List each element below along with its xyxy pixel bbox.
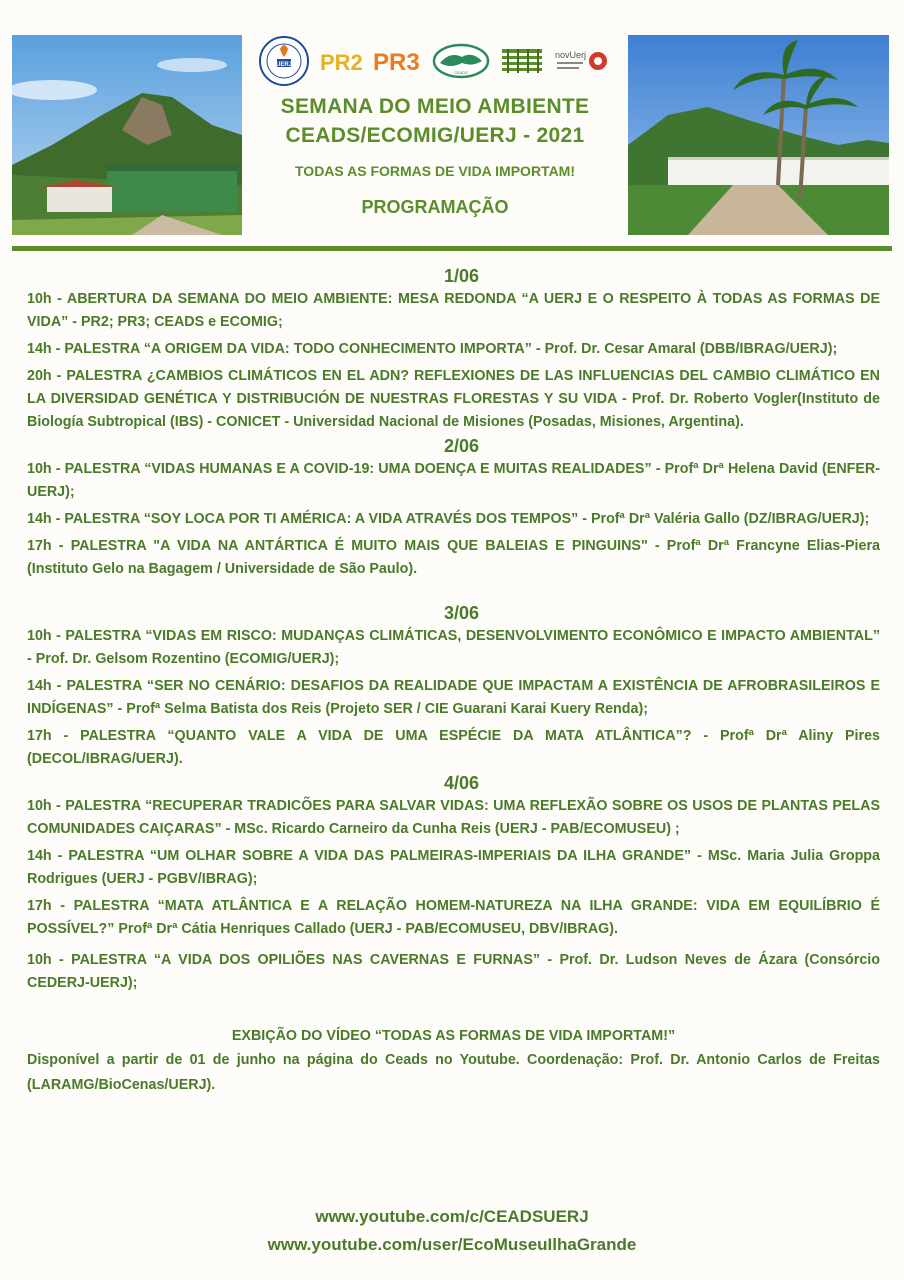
schedule-item: 10h - PALESTRA “RECUPERAR TRADICÕES PARA SALVAR VIDAS: UMA REFLEXÃO SOBRE OS USOS DE PLANTAS PELAS COMUNIDADES CAIÇARAS” - MSc. Ricardo Carneiro da Cunha Reis (UERJ - PAB/ECOMUSEU) ; <box>27 798 880 837</box>
program-content <box>27 264 880 1098</box>
novuerj-logo <box>554 45 610 77</box>
pr2-logo-text: PR2 <box>320 50 363 75</box>
section-heading: PROGRAMAÇÃO <box>361 197 509 217</box>
ecomuseu-youtube-link[interactable]: www.youtube.com/user/EcoMuseuIlhaGrande <box>267 1235 637 1254</box>
title-block <box>250 92 620 218</box>
day-heading: 4/06 <box>443 773 480 793</box>
uerj-logo-text: UERJ <box>275 62 293 68</box>
ceads-logo-text: CEADS <box>454 70 468 75</box>
schedule-item: 10h - PALESTRA “VIDAS EM RISCO: MUDANÇAS CLIMÁTICAS, DESENVOLVIMENTO ECONÔMICO E IMPACTO AMBIENTAL” - Prof. Dr. Gelsom Rozentino (ECOMIG/UERJ); <box>27 628 880 667</box>
video-title: EXBIÇÃO DO VÍDEO “TODAS AS FORMAS DE VIDA IMPORTAM!” <box>231 1028 676 1044</box>
header-divider <box>12 246 892 251</box>
schedule-item: 14h - PALESTRA “SER NO CENÁRIO: DESAFIOS DA REALIDADE QUE IMPACTAM A EXISTÊNCIA DE AFROBRASILEIROS E INDÍGENAS” - Profª Selma Batista dos Reis (Projeto SER / CIE Guarani Karai Kuery Renda); <box>27 678 880 717</box>
youtube-links <box>0 1203 904 1259</box>
ceads-logo <box>432 41 490 81</box>
schedule-item: 10h - ABERTURA DA SEMANA DO MEIO AMBIENTE: MESA REDONDA “A UERJ E O RESPEITO À TODAS AS FORMAS DE VIDA” - PR2; PR3; CEADS e ECOMIG; <box>27 291 880 330</box>
pr3-logo <box>372 45 424 77</box>
event-title: SEMANA DO MEIO AMBIENTE <box>280 95 590 118</box>
schedule-item: 14h - PALESTRA “SOY LOCA POR TI AMÉRICA: A VIDA ATRAVÉS DOS TEMPOS” - Profª Drª Valéria Gallo (DZ/IBRAG/UERJ); <box>27 511 870 527</box>
schedule-item: 10h - PALESTRA “VIDAS HUMANAS E A COVID-19: UMA DOENÇA E MUITAS REALIDADES” - Profª Drª Helena David (ENFER-UERJ); <box>27 461 880 500</box>
schedule-item: 10h - PALESTRA “A VIDA DOS OPILIÕES NAS CAVERNAS E FURNAS” - Prof. Dr. Ludson Neves de Ázara (Consórcio CEDERJ-UERJ); <box>27 952 880 991</box>
pr2-logo <box>318 46 364 76</box>
partner-logos <box>258 35 610 87</box>
schedule-item: 14h - PALESTRA “UM OLHAR SOBRE A VIDA DAS PALMEIRAS-IMPERIAIS DA ILHA GRANDE” - MSc. Maria Julia Groppa Rodrigues (UERJ - PGBV/IBRAG); <box>27 848 880 887</box>
novuerj-logo-text: novUerj <box>555 50 587 60</box>
schedule-item: 20h - PALESTRA ¿CAMBIOS CLIMÁTICOS EN EL ADN? REFLEXIONES DE LAS INFLUENCIAS DEL CAMBIO CLIMÁTICO EN LA DIVERSIDAD GENÉTICA Y DISTRIBUCIÓN DE NUESTRAS FLORESTAS Y SU VIDA - Prof. Dr. Roberto Vogler(Instituto de Biología Subtropical (IBS) - CONICET - Universidad Nacional de Misiones (Posadas, Misiones, Argentina). <box>27 368 880 430</box>
day-heading: 1/06 <box>443 266 480 286</box>
schedule-item: 14h - PALESTRA “A ORIGEM DA VIDA: TODO CONHECIMENTO IMPORTA” - Prof. Dr. Cesar Amaral (DBB/IBRAG/UERJ); <box>27 341 838 357</box>
uerj-logo <box>258 35 310 87</box>
schedule-item: 17h - PALESTRA “QUANTO VALE A VIDA DE UMA ESPÉCIE DA MATA ATLÂNTICA”? - Profª Drª Aliny Pires (DECOL/IBRAG/UERJ). <box>27 728 880 767</box>
event-slogan: TODAS AS FORMAS DE VIDA IMPORTAM! <box>295 163 575 179</box>
ecomig-logo <box>498 45 546 77</box>
header <box>0 0 904 250</box>
schedule-item: 17h - PALESTRA "A VIDA NA ANTÁRTICA É MUITO MAIS QUE BALEIAS E PINGUINS" - Profª Drª Francyne Elias-Piera (Instituto Gelo na Bagagem / Universidade de São Paulo). <box>27 538 880 577</box>
pr3-logo-text: PR3 <box>373 49 420 76</box>
ceads-youtube-link[interactable]: www.youtube.com/c/CEADSUERJ <box>315 1207 589 1226</box>
event-organizers: CEADS/ECOMIG/UERJ - 2021 <box>285 124 585 147</box>
campus-photo-right <box>628 35 889 235</box>
day-heading: 2/06 <box>443 436 480 456</box>
day-heading: 3/06 <box>443 603 480 623</box>
campus-photo-left <box>12 35 242 235</box>
video-description: Disponível a partir de 01 de junho na página do Ceads no Youtube. Coordenação: Prof. Dr. Antonio Carlos de Freitas (LARAMG/BioCenas/UERJ). <box>27 1052 880 1093</box>
schedule-item: 17h - PALESTRA “MATA ATLÂNTICA E A RELAÇÃO HOMEM-NATUREZA NA ILHA GRANDE: VIDA EM EQUILÍBRIO É POSSÍVEL?” Profª Drª Cátia Henriques Callado (UERJ - PAB/ECOMUSEU, DBV/IBRAG). <box>27 898 880 937</box>
